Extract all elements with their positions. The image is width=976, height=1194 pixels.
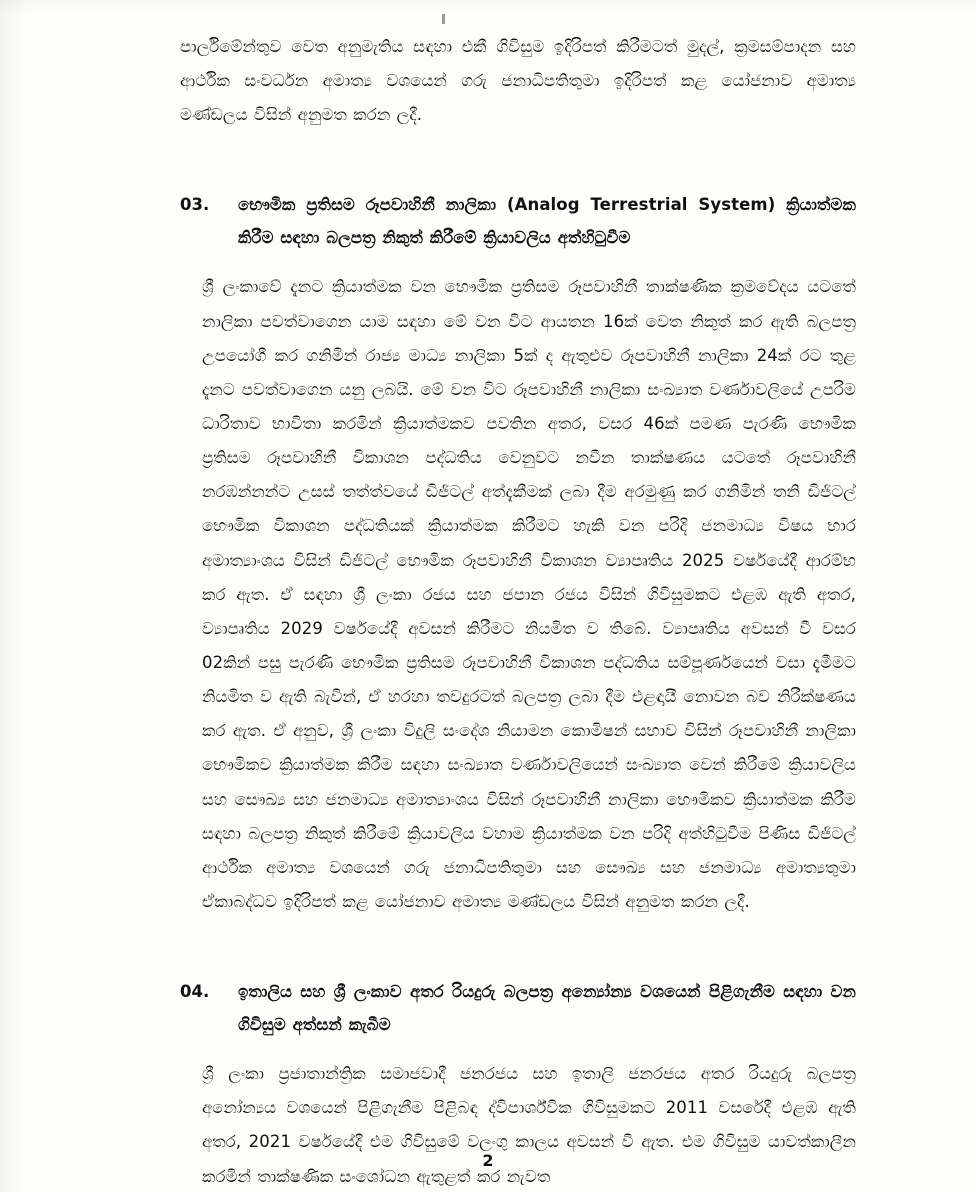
item-04-body: ශ්‍රී ලංකා ප්‍රජාතාන්ත්‍රික සමාජවාදී ජනරජය සහ ඉතාලි ජනරජය අතර රියදුරු බලපත්‍ර අනෝන්‍යය වශයෙන් පිළිගැනීම පිළිබඳ ද්විපාර්ශ්වික ගිවිසුමකට 2011 වසරේදී එළඹ ඇති අතර, 2021 වර්ෂයේදී එම ගිවිසුමේ වලංගු කාලය අවසන් වී ඇත. එම ගිවිසුම යාවත්කාලීන කරමින් තාක්ෂණික සංශෝධන ඇතුළත් කර නැවත [202,1064,856,1186]
spacer [180,925,856,949]
scan-artifact-mark [442,14,445,24]
paragraph-continued: පාර්ලිමේන්තුව වෙත අනුමැතිය සඳහා එකී ගිවිසුම ඉදිරිපත් කිරීමටත් මුදල්, ක්‍රමසම්පාදන සහ ආර්ථික සංවර්ධන අමාත්‍ය වශයෙන් ගරු ජනාධිපතිතුමා ඉදිරිපත් කළ යෝජනාව අමාත්‍ය මණ්ඩලය විසින් අනුමත කරන ලදී. [180,37,856,125]
spacer [180,1047,856,1057]
item-number: 03. [180,195,210,215]
item-03-body: ශ්‍රී ලංකාවේ දැනට ක්‍රියාත්මක වන භෞමික ප්‍රතිසම රූපවාහිනී තාක්ෂණික ක්‍රමවේදය යටතේ නාලිකා පවත්වාගෙන යාම සඳහා මේ වන විට ආයතන 16ක් වෙත නිකුත් කර ඇති බලපත්‍ර උපයෝගී කර ගනිමින් රාජ්‍ය මාධ්‍ය නාලිකා 5ක් ද ඇතුළුව රූපවාහිනී නාලිකා 24ක් රට තුළ දැනට පවත්වාගෙන යනු ලබයි. මේ වන විට රූපවාහිනී නාලිකා සංඛ්‍යාත වර්ණාවලියේ උපරිම ධාරිතාව භාවිතා කරමින් ක්‍රියාත්මකව පවතින අතර, වසර 46ක් පමණ පැරණි භෞමික ප්‍රතිසම රූපවාහිනී විකාශන පද්ධතිය වෙනුවට නවීන තාක්ෂණය යටතේ රූපවාහිනී නරඹන්නන්ට උසස් තත්ත්වයේ ඩිජිටල් අත්දැකීමක් ලබා දීම අරමුණු කර ගනිමින් තනි ඩිජිටල් භෞමික විකාශන පද්ධතියක් ක්‍රියාත්මක කිරීමට හැකි වන පරිදි ජනමාධ්‍ය විෂය භාර අමාත්‍යාංශය විසින් ඩිජිටල් භෞමික රූපවාහිනී විකාශන ව්‍යාපෘතිය 2025 වර්ෂයේදී ආරම්භ කර ඇත. ඒ සඳහා ශ්‍රී ලංකා රජය සහ ජපාන රජය විසින් ගිවිසුමකට එළඹ ඇති අතර, ව්‍යාපෘතිය 2029 වර්ෂයේදී අවසන් කිරීමට නියමිත ව තිබේ. ව්‍යාපෘතිය අවසන් වී වසර 02කින් පසු පැරණි භෞමික ප්‍රතිසම රූපවාහිනී විකාශන පද්ධතිය සම්පූර්ණයෙන් වසා දැමීමට නියමිත ව ඇති බැවින්, ඒ හරහා තවදුරටත් බලපත්‍ර ලබා දීම එළඳායී නොවන බව නිරීක්ෂණය කර ඇත. ඒ අනුව, ශ්‍රී ලංකා විදුලි සංදේශ නියාමන කොමිෂන් සභාව විසින් රූපවාහිනී නාලිකා භෞමිකව ක්‍රියාත්මක කිරීම සඳහා සංඛ්‍යාත වර්ණාවලියෙන් සංඛ්‍යාත වෙන් කිරීමේ ක්‍රියාවලිය සහ සෞඛ්‍ය සහ ජනමාධ්‍ය අමාත්‍යාංශය විසින් රූපවාහිනී නාලිකා භෞමිකව ක්‍රියාත්මක කිරීම සඳහා බලපත්‍ර නිකුත් කිරීමේ ක්‍රියාවලිය වහාම ක්‍රියාත්මක වන පරිදි අත්හිටුවීම පිණිස ඩිජිටල් ආර්ථික අමාත්‍ය වශයෙන් ගරු ජනාධිපතිතුමා සහ සෞඛ්‍ය සහ ජනමාධ්‍ය අමාත්‍යතුමා ඒකාබද්ධව ඉදිරිපත් කළ යෝජනාව අමාත්‍ය මණ්ඩලය විසින් අනුමත කරන ලදී. [202,277,856,911]
spacer [180,138,856,162]
numbered-item-04 [180,975,856,1041]
numbered-item-03 [180,188,856,254]
item-number: 04. [180,982,210,1002]
item-heading: ඉතාලිය සහ ශ්‍රී ලංකාව අතර රියදුරු බලපත්‍ර අන්‍යෝන්‍ය වශයෙන් පිළිගැනීම සඳහා වන ගිවිසුම අත්සන් කැබීම [238,982,856,1035]
page-top-shadow [0,0,976,14]
spacer [180,260,856,270]
page-number: 2 [482,1151,494,1170]
item-heading: භෞමික ප්‍රතිසම රූපවාහිනී නාලිකා (Analog Terrestrial System) ක්‍රියාත්මක කිරීම සඳහා බලපත්‍ර නිකුත් කිරීමේ ක්‍රියාවලිය අත්හිටුවීම [238,195,856,248]
page-edge-shadow [0,0,26,1192]
